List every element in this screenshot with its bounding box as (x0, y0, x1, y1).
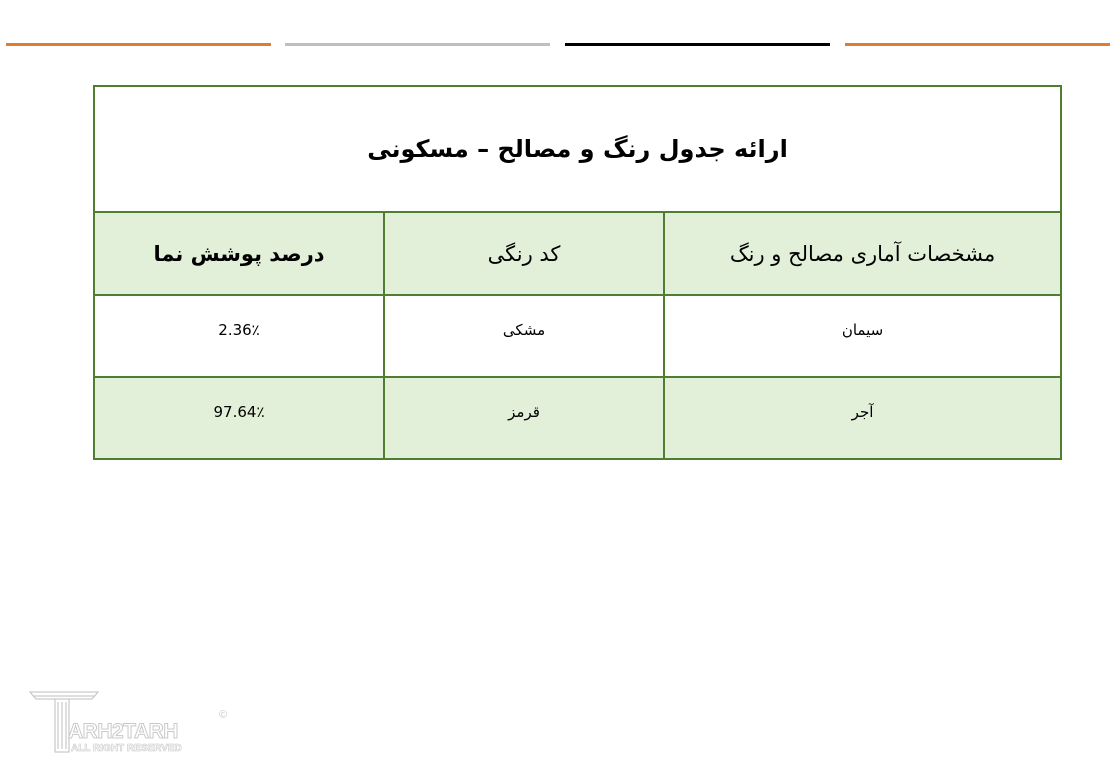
logo-copyright-symbol: © (219, 709, 228, 721)
header-color-code: کد رنگی (384, 212, 664, 295)
header-material-specs: مشخصات آماری مصالح و رنگ (664, 212, 1061, 295)
cell-color (384, 377, 664, 459)
top-bar-orange-right (845, 43, 1110, 46)
cell-color (384, 295, 664, 377)
cell-percent-text: 2.36٪ (218, 321, 260, 339)
top-bar-gray (285, 43, 550, 46)
cell-material (664, 377, 1061, 459)
materials-color-table (93, 85, 1062, 460)
cell-material (664, 295, 1061, 377)
cell-color-text: مشکی (502, 321, 546, 339)
cell-percent (94, 295, 384, 377)
table-row (94, 377, 1061, 459)
cell-color-text: قرمز (508, 403, 540, 421)
cell-material-text: آجر (851, 403, 874, 421)
cell-percent-text: 97.64٪ (213, 403, 265, 421)
logo-tagline-text: ALL RIGHT RESERVED (71, 743, 182, 754)
table-header-row (94, 212, 1061, 295)
table-row (94, 295, 1061, 377)
cell-material-text: سیمان (841, 321, 884, 339)
logo-brand-text: ARH2TARH (68, 720, 178, 743)
top-bar-black (565, 43, 830, 46)
table-title-row (94, 86, 1061, 212)
cell-percent (94, 377, 384, 459)
tarh2tarh-logo (28, 688, 238, 756)
table-title: ارائه جدول رنگ و مصالح – مسکونی (94, 86, 1061, 212)
header-facade-coverage: درصد پوشش نما (94, 212, 384, 295)
top-bar-orange-left (6, 43, 271, 46)
